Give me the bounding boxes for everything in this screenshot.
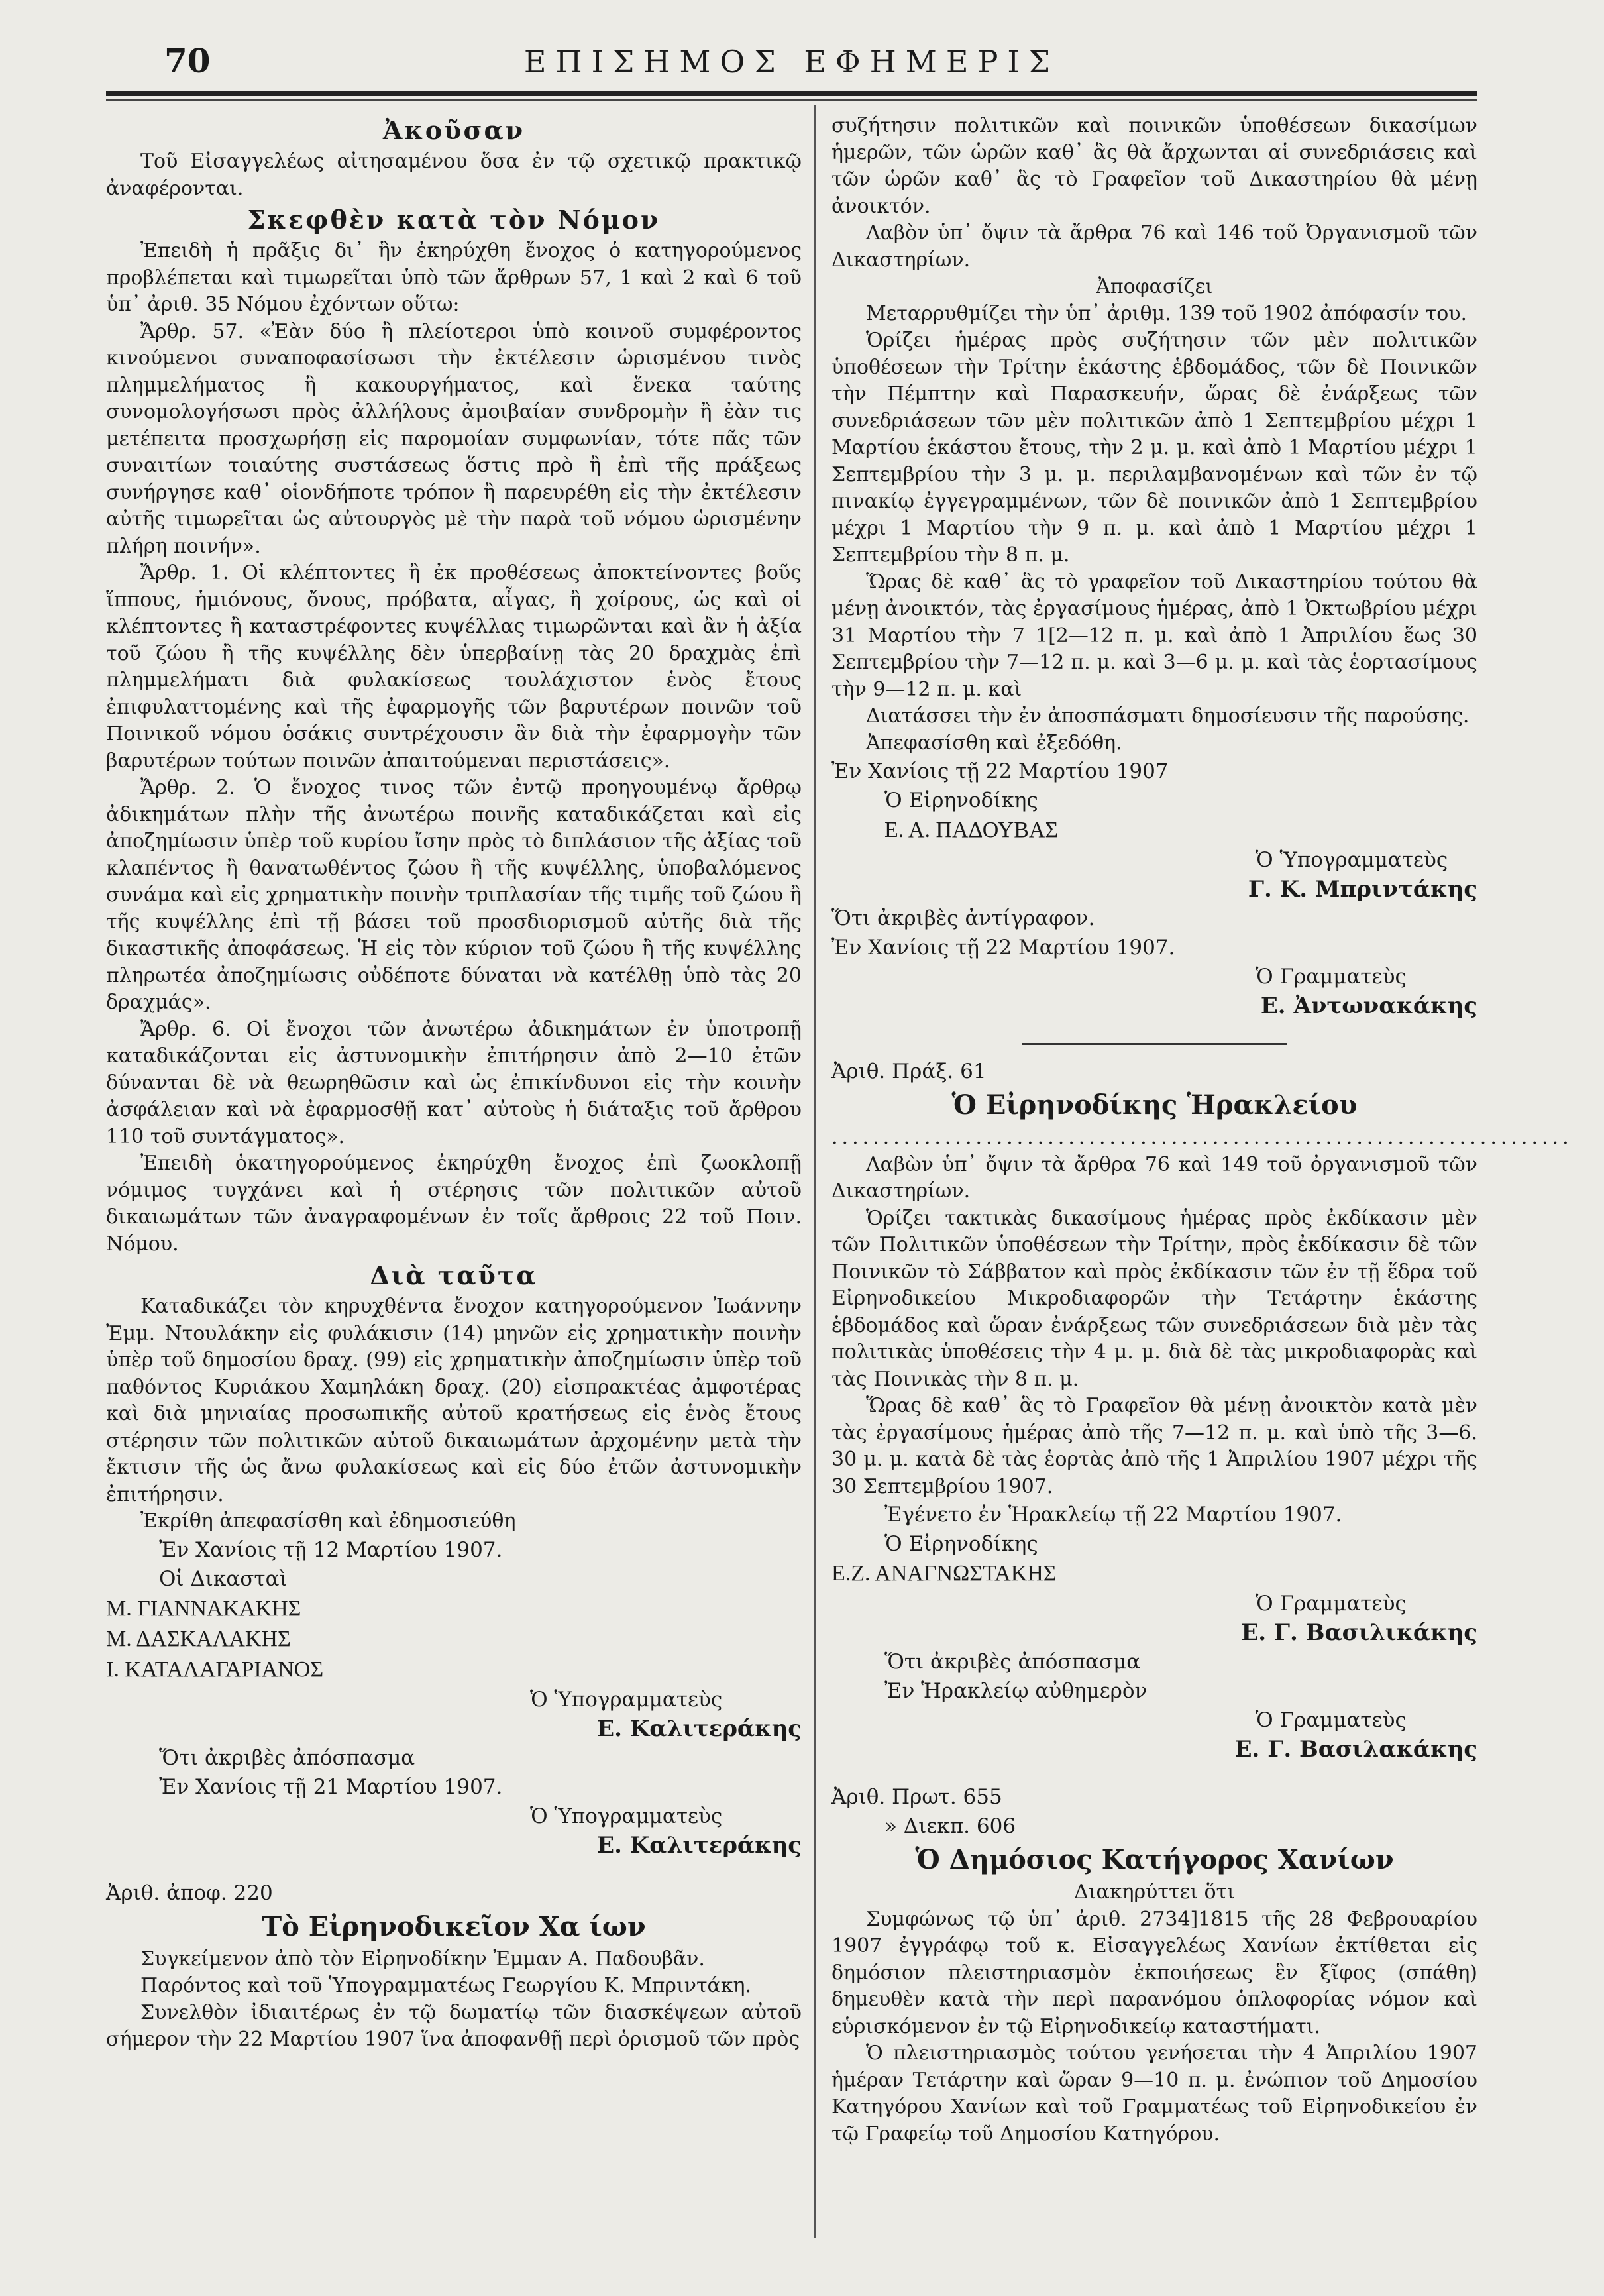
judges-label: Οἱ Δικασταὶ [159, 1566, 288, 1591]
section-divider [1022, 1043, 1287, 1045]
paragraph-labon-2: Λαβὼν ὑπ᾽ ὄψιν τὰ ἄρθρα 76 καὶ 149 τοῦ ὀργανισμοῦ τῶν Δικαστηρίων. [831, 1152, 1477, 1203]
paragraph-syngkeimenon: Συγκείμενον ἀπὸ τὸν Εἰρηνοδίκην Ἐμμαν Α. Παδουβᾶν. [140, 1947, 705, 1971]
header-rule [106, 91, 1477, 96]
page-number: 70 [164, 41, 211, 80]
paragraph-continuation: συζήτησιν πολιτικῶν καὶ ποινικῶν ὑποθέσεων δικασίμων ἡμερῶν, τῶν ὡρῶν καθ᾽ ἃς θὰ ἄρχωνται αἱ συνεδριάσεις καὶ τῶν ὡρῶν καθ᾽ ἃς τὸ Γραφεῖον τοῦ Δικαστηρίου θὰ μένῃ ἀνοικτόν. [831, 114, 1477, 218]
heading-skeftheis: Σκεφθὲν κατὰ τὸν Νόμον [247, 205, 661, 235]
right-column [831, 113, 1573, 2148]
heading-diakiryttei: Διακηρύττει ὅτι [1074, 1881, 1235, 1904]
secretary-label-2: Ὁ Ὑπογραμματεὺς [530, 1804, 723, 1828]
date-line-3: Ἐν Χανίοις τῇ 22 Μαρτίου 1907 [831, 759, 1169, 783]
page-header [106, 41, 1477, 94]
paragraph-symfonos: Συμφώνως τῷ ὑπ᾽ ἀριθ. 2734]1815 τῆς 28 Φεβρουαρίου 1907 ἐγγράφῳ τοῦ κ. Εἰσαγγελέως Χανίων ἐκτίθεται εἰς δημόσιον πλειστηριασμὸν ἐκποιήσεως ἓν ξῖφος (σπάθη) δημευθὲν κατὰ τὴν περὶ παρανόμου ὁπλοφορίας νόμον καὶ εὑρισκόμενον ἐν τῷ Εἰρηνοδικείῳ καταστήματι. [831, 1907, 1477, 2038]
heading-heraklion-judge: Ὁ Εἰρηνοδίκης Ἡρακλείου [951, 1089, 1358, 1121]
secretary-name-2: Ε. Καλιτεράκης [597, 1831, 802, 1859]
exact-copy-3: Ὅτι ἀκριβὲς ἀπόσπασμα [884, 1650, 1141, 1674]
decision-number: Ἀριθ. ἀποφ. 220 [106, 1881, 273, 1905]
judge-name-3: Ι. ΚΑΤΑΛΑΓΑΡΙΑΝΟΣ [106, 1657, 324, 1682]
date-line-6: Ἐν Ἡρακλείῳ αὐθημερὸν [884, 1679, 1148, 1703]
act-number: Ἀριθ. Πράξ. 61 [831, 1060, 987, 1083]
paragraph-article-57: Ἄρθρ. 57. «Ἐὰν δύο ἢ πλείοτεροι ὑπὸ κοινοῦ συμφέροντος κινούμενοι συναποφασίσωσι τὴν ἐκτέλεσιν ὡρισμένου τινὸς πλημμελήματος ἢ κακουργήματος, καὶ ἕνεκα ταύτης συνομολογήσωσι πρὸς ἀλλήλους ἀμοιβαίαν συνδρομὴν ἢ ἐὰν τις μετέπειτα προσχωρήσῃ εἰς παρομοίαν συμφωνίαν, τότε πᾶς τῶν συναιτίων τοιαύτης συστάσεως ὅστις πρὸ ἢ ἐπὶ τῆς πράξεως συνήργησε καθ᾽ οἱονδήποτε τρόπον ἢ παρευρέθη εἰς τὴν ἐκτέλεσιν αὐτῆς τιμωρεῖται ὡς αὐτουργὸς μὲ τὴν παρὰ τοῦ νόμου ὡρισμένην πλήρη ποινήν». [106, 319, 802, 558]
paragraph-epeidi: Ἐπειδὴ ἡ πρᾶξις δι᾽ ἣν ἐκηρύχθη ἔνοχος ὁ κατηγορούμενος προβλέπεται καὶ τιμωρεῖται ὑπὸ τῶν ἄρθρων 57, 1 καὶ 2 καὶ 6 τοῦ ὑπ᾽ ἀριθ. 35 Νόμου ἐχόντων οὕτω: [106, 239, 802, 316]
secretary-label-1: Ὁ Ὑπογραμματεὺς [530, 1687, 723, 1712]
secretary-label-3: Ὁ Ὑπογραμματεὺς [1256, 848, 1448, 872]
date-line-5: Ἐγένετο ἐν Ἡρακλείῳ τῇ 22 Μαρτίου 1907. [884, 1503, 1342, 1527]
justice-name-1: Ε. Α. ΠΑΔΟΥΒΑΣ [884, 818, 1059, 842]
clerk-name-3: Ε. Γ. Βασιλακάκης [1234, 1736, 1477, 1763]
justice-label-1: Ὁ Εἰρηνοδίκης [884, 789, 1038, 812]
exact-copy-1: Ὅτι ἀκριβὲς ἀπόσπασμα [159, 1745, 415, 1770]
secretary-name-1: Ε. Καλιτεράκης [597, 1715, 802, 1742]
paragraph-orizei-1: Ὁρίζει ἡμέρας πρὸς συζήτησιν τῶν μὲν πολιτικῶν ὑποθέσεων τὴν Τρίτην ἑκάστης ἑβδομάδος, τῶν δὲ Ποινικῶν τὴν Πέμπτην καὶ Παρασκευήν, ὥρας δὲ ἐνάρξεως τῶν συνεδριάσεων τῶν μὲν πολιτικῶν ἀπὸ 1 Σεπτεμβρίου μέχρι 1 Μαρτίου ἑκάστου ἔτους, τὴν 2 μ. μ. καὶ ἀπὸ 1 Μαρτίου μέχρι 1 Σεπτεμβρίου τὴν 3 μ. μ. περιλαμβανομένων καὶ τῶν ἐν τῷ πινακίῳ ἐγγεγραμμένων, τῶν δὲ ποινικῶν ἀπὸ 1 Σεπτεμβρίου μέχρι 1 Μαρτίου τὴν 9 π. μ. καὶ ἀπὸ 1 Μαρτίου μέχρι 1 Σεπτεμβρίου τὴν 8 π. μ. [831, 329, 1477, 567]
paragraph-parontos: Παρόντος καὶ τοῦ Ὑπογραμματέως Γεωργίου Κ. Μπριντάκη. [140, 1974, 752, 1997]
clerk-label-3: Ὁ Γραμματεὺς [1256, 1708, 1407, 1732]
left-column [106, 113, 802, 2053]
paragraph-oras-2: Ὥρας δὲ καθ᾽ ἃς τὸ Γραφεῖον θὰ μένῃ ἀνοικτὸν κατὰ μὲν τὰς ἐργασίμους ἡμέρας ἀπὸ τῆς 7—12 π. μ. καὶ ὑπὸ τῆς 3—6. 30 μ. μ. κατὰ δὲ τὰς ἑορτὰς ἀπὸ τῆς 1 Ἀπριλίου 1907 μέχρι τῆς 30 Σεπτεμβρίου 1907. [831, 1394, 1477, 1498]
paragraph-article-6: Ἄρθρ. 6. Οἱ ἔνοχοι τῶν ἀνωτέρω ἀδικημάτων ἐν ὑποτροπῇ καταδικάζονται εἰς ἀστυνομικὴν ἐπιτήρησιν ἀπὸ 2—10 ἐτῶν δύνανται δὲ νὰ θεωρηθῶσιν καὶ ὡς ἐπικίνδυνοι εἰς τὴν κοινὴν ἀσφάλειαν καὶ νὰ ἐφαρμοσθῇ κατ᾽ αὐτοὺς ἡ διάταξις τοῦ ἄρθρου 110 τοῦ συντάγματος». [106, 1017, 802, 1148]
dotted-line: ........................................................................ [831, 1126, 1573, 1149]
exact-copy-2: Ὅτι ἀκριβὲς ἀντίγραφον. [831, 906, 1095, 930]
paragraph-article-1: Ἄρθρ. 1. Οἱ κλέπτοντες ἢ ἐκ προθέσεως ἀποκτείνοντες βοῦς ἵππους, ἡμιόνους, ὄνους, πρόβατα, αἶγας, ἢ χοίρους, ὡς καὶ οἱ κλέπτοντες ἢ καταστρέφοντες κυψέλλας τιμωρῶνται καὶ ἂν ἡ ἀξία τοῦ ζώου ἢ τῆς κυψέλλης δὲν ὑπερβαίνῃ τὰς 20 δραχμὰς ἐπὶ πλημμελήματι διὰ φυλακίσεως τουλάχιστον ἑνὸς ἔτους ἐπιφυλαττομένης καὶ τῆς ἐφαρμογῆς τῶν βαρυτέρων ποινῶν τοῦ Ποινικοῦ νόμου ὁσάκις συντρέχουσιν ἂν διὰ τὴν ἐφαρμογὴν τῶν βαρυτέρων τούτων ποινῶν ἀπαιτούμεναι περιστάσεις». [106, 561, 802, 773]
column-divider [814, 105, 816, 2238]
date-line-2: Ἐν Χανίοις τῇ 21 Μαρτίου 1907. [159, 1775, 503, 1799]
date-line-1: Ἐν Χανίοις τῇ 12 Μαρτίου 1907. [159, 1537, 503, 1562]
justice-label-2: Ὁ Εἰρηνοδίκης [884, 1532, 1038, 1556]
clerk-name-2: Ε. Γ. Βασιλικάκης [1241, 1619, 1477, 1646]
paragraph-ekrithi: Ἐκρίθη ἀπεφασίσθη καὶ ἐδημοσιεύθη [140, 1509, 516, 1533]
heading-apofasizei: Ἀποφασίζει [1096, 275, 1213, 298]
paragraph-oras-1: Ὥρας δὲ καθ᾽ ἃς τὸ γραφεῖον τοῦ Δικαστηρίου τούτου θὰ μένῃ ἀνοικτόν, τὰς ἐργασίμους ἡμέρας, ἀπὸ 1 Ὀκτωβρίου μέχρι 31 Μαρτίου τὴν 7 1[2—12 π. μ. καὶ ἀπὸ 1 Ἀπριλίου ἕως 30 Σεπτεμβρίου τὴν 7—12 π. μ. καὶ 3—6 μ. μ. καὶ τὰς ἑορτασίμους τὴν 9—12 π. μ. καὶ [831, 570, 1477, 701]
clerk-label-1: Ὁ Γραμματεὺς [1256, 965, 1407, 989]
dispatch-number: » Διεκπ. 606 [884, 1814, 1016, 1838]
paragraph-metarrythmizei: Μεταρρυθμίζει τὴν ὑπ᾽ ἀριθμ. 139 τοῦ 1902 ἀπόφασίν του. [866, 301, 1468, 325]
header-rule-thin [106, 99, 1477, 101]
heading-dia-tauta: Διὰ ταῦτα [370, 1260, 538, 1290]
justice-name-2: Ε.Ζ. ΑΝΑΓΝΩΣΤΑΚΗΣ [831, 1561, 1057, 1586]
secretary-name-3: Γ. Κ. Μπριντάκης [1248, 876, 1477, 902]
heading-public-prosecutor: Ὁ Δημόσιος Κατήγορος Χανίων [915, 1844, 1394, 1875]
clerk-label-2: Ὁ Γραμματεὺς [1256, 1592, 1407, 1615]
heading-akousan: Ἀκοῦσαν [382, 115, 525, 145]
paragraph-diatassei: Διατάσσει τὴν ἐν ἀποσπάσματι δημοσίευσιν τῆς παρούσης. [866, 704, 1470, 728]
clerk-name-1: Ε. Ἀντωνακάκης [1260, 993, 1477, 1019]
paragraph-katadikazei: Καταδικάζει τὸν κηρυχθέντα ἔνοχον κατηγορούμενον Ἰωάννην Ἐμμ. Ντουλάκην εἰς φυλάκισιν (14) μηνῶν εἰς χρηματικὴν ποινὴν ὑπὲρ τοῦ δημοσίου δραχ. (99) εἰς χρηματικὴν ἀποζημίωσιν ὑπὲρ τοῦ παθόντος Κυριάκου Χαμηλάκη δραχ. (20) εἰσπρακτέας ἀμφοτέρας καὶ διὰ μηνιαίας προσωπικῆς αὐτοῦ κρατήσεως εἰς ἑνὸς ἔτους στέρησιν τῶν πολιτικῶν αὐτοῦ δικαιωμάτων ἀρχομένην μετὰ τὴν ἔκτισιν τῆς ὡς ἄνω φυλακίσεως καὶ εἰς δύο ἐτῶν ἀστυνομικὴν ἐπιτήρησιν. [106, 1295, 802, 1506]
protocol-number: Ἀριθ. Πρωτ. 655 [831, 1785, 1002, 1809]
date-line-4: Ἐν Χανίοις τῇ 22 Μαρτίου 1907. [831, 936, 1175, 959]
paragraph-labon: Λαβὸν ὑπ᾽ ὄψιν τὰ ἄρθρα 76 καὶ 146 τοῦ Ὀργανισμοῦ τῶν Δικαστηρίων. [831, 221, 1477, 272]
newspaper-title: ΕΠΙΣΗΜΟΣ ΕΦΗΜΕΡΙΣ [523, 44, 1060, 80]
paragraph-pleistiriasmos: Ὁ πλειστηριασμὸς τούτου γενήσεται τὴν 4 Ἀπριλίου 1907 ἡμέραν Τετάρτην καὶ ὥραν 9—10 π. μ. ἐνώπιον τοῦ Δημοσίου Κατηγόρου Χανίων καὶ τοῦ Γραμματέως τοῦ Εἰρηνοδικείου ἐν τῷ Γραφείῳ τοῦ Δημοσίου Κατηγόρου. [831, 2042, 1477, 2146]
paragraph-prosecutor: Τοῦ Εἰσαγγελέως αἰτησαμένου ὅσα ἐν τῷ σχετικῷ πρακτικῷ ἀναφέρονται. [106, 150, 802, 200]
paragraph-apefasisthi: Ἀπεφασίσθη καὶ ἐξεδόθη. [866, 731, 1122, 755]
paragraph-synelthon: Συνελθὸν ἰδιαιτέρως ἐν τῷ δωματίῳ τῶν διασκέψεων αὐτοῦ σήμερον τὴν 22 Μαρτίου 1907 ἵνα ἀποφανθῇ περὶ ὁρισμοῦ τῶν πρὸς [106, 2000, 802, 2051]
heading-eirinodikeion-chanion: Τὸ Εἰρηνοδικεῖον Χα ίων [262, 1910, 646, 1942]
paragraph-article-2: Ἄρθρ. 2. Ὁ ἔνοχος τινος τῶν ἐντῷ προηγουμένῳ ἄρθρῳ ἀδικημάτων πλὴν τῆς ἀνωτέρω ποινῆς καταδικάζεται καὶ εἰς ἀποζημίωσιν ὑπὲρ τοῦ κυρίου ἴσην πρὸς τὸ διπλάσιον τῆς ἀξίας τοῦ κλαπέντος ἢ θανατωθέντος ζώου ἢ τῆς κυψέλλης, ὑποβαλόμενος συνάμα καὶ εἰς χρηματικὴν ποινὴν τριπλασίαν τῆς τιμῆς τοῦ ζώου ἢ τῆς κυψέλλης ἐπὶ τῇ βάσει τοῦ προσδιορισμοῦ αὐτῆς διὰ τῆς δικαστικῆς ἀποφάσεως. Ἡ εἰς τὸν κύριον τοῦ ζώου ἢ τῆς κυψέλλης πληρωτέα ἀποζημίωσις οὐδέποτε δύναται νὰ κατέλθῃ ὑπὸ τὰς 20 δραχμάς». [106, 776, 802, 1014]
judge-name-2: Μ. ΔΑΣΚΑΛΑΚΗΣ [106, 1626, 291, 1651]
paragraph-orizei-2: Ὁρίζει τακτικὰς δικασίμους ἡμέρας πρὸς ἐκδίκασιν μὲν τῶν Πολιτικῶν ὑποθέσεων τὴν Τρίτην, πρὸς ἐκδίκασιν δὲ τῶν Ποινικῶν τὸ Σάββατον καὶ πρὸς ἐκδίκασιν τῶν ἐν τῇ ἕδρα τοῦ Εἰρηνοδικείου Μικροδιαφορῶν τὴν Τετάρτην ἑκάστης ἑβδομάδος καὶ ὥραν ἐνάρξεως τῶν συνεδριάσεων διὰ μὲν τὰς πολιτικὰς ὑποθέσεις τὴν 4 μ. μ. διὰ δὲ τὰς μικροδιαφορὰς καὶ τὰς Ποινικὰς τὴν 8 π. μ. [831, 1206, 1477, 1391]
paragraph-epeidi-2: Ἐπειδὴ ὁκατηγορούμενος ἐκηρύχθη ἔνοχος ἐπὶ ζωοκλοπῇ νόμιμος τυγχάνει καὶ ἡ στέρησις τῶν πολιτικῶν αὐτοῦ δικαιωμάτων τῶν ἀναγραφομένων ἐν τοῖς ἄρθροις 22 τοῦ Ποιν. Νόμου. [106, 1152, 802, 1256]
judge-name-1: Μ. ΓΙΑΝΝΑΚΑΚΗΣ [106, 1596, 301, 1621]
